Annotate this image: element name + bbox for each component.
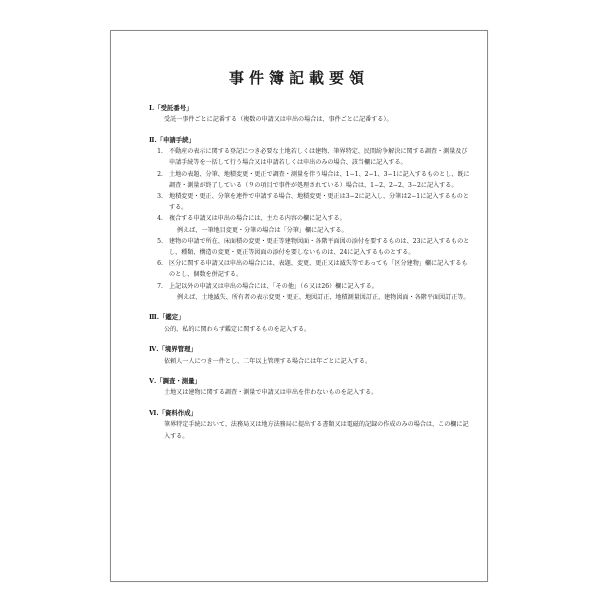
section-text: 筆界特定手続において、法務局又は地方法務局に提出する書類又は電磁的記録の作成のみの場合は、この欄に記入する。 <box>164 421 469 440</box>
list-item <box>149 169 471 191</box>
item-number: 4. <box>157 215 163 223</box>
list-item <box>149 146 471 168</box>
section-heading: Ⅳ.「境界管理」 <box>149 345 197 354</box>
list-item <box>149 191 471 213</box>
item-note: 例えば、一筆地目変更・分筆の場合は「分筆」欄に記入する。 <box>177 226 348 234</box>
item-number: 3. <box>157 192 163 200</box>
list-item <box>149 258 471 280</box>
item-text: 土地の表題、分筆、地積変更・更正で調査・測量を伴う場合は、1−1、2−1、3−1に記入するものとし、既に調査・測量が終了している（９の項目で事件が処理されている）場合は、1−2、2−2、3−2に記入する。 <box>169 170 470 189</box>
item-number: 1. <box>157 148 163 156</box>
item-number: 6. <box>157 260 163 268</box>
item-text: 地積変更・更正、分筆を連件で申請する場合、地積変更・更正は3−2に記入し、分筆は2−1に記入するものとする。 <box>169 192 469 212</box>
section-shinsei-tetsuzuki <box>149 135 471 303</box>
section-kyokai-kanri <box>149 344 471 366</box>
list-item <box>149 213 471 224</box>
section-heading: Ⅲ.「鑑定」 <box>149 313 185 322</box>
section-juta-bango <box>149 103 471 125</box>
section-heading: Ⅴ.「調査・測量」 <box>149 377 201 386</box>
item-text: 区分に関する申請又は申出の場合には、表題、変更、更正又は滅失等であっても「区分建物」欄に記入するものとし、個数を併記する。 <box>169 260 468 279</box>
item-text: 不動産の表示に関する登記につき必要な土地若しくは建物、筆界特定、民間紛争解決に関する調査・測量及び申請手続等を一括して行う場合又は申請若しくは申出のみの場合、該当欄に記入する。 <box>169 148 468 167</box>
item-text: 複合する申請又は申出の場合には、主たる内容の欄に記入する。 <box>169 215 346 223</box>
section-shiryo-sakusei <box>149 408 471 442</box>
document-page <box>110 30 488 582</box>
document-title: 事件簿記載要領 <box>228 69 369 87</box>
list-item <box>149 236 471 258</box>
section-kantei <box>149 312 471 334</box>
section-text: 土地又は建物に関する調査・測量で申請又は申出を伴わないものを記入する。 <box>164 389 378 397</box>
section-text: 受託一事件ごとに記番する（複数の申請又は申出の場合は、事件ごとに記番する）。 <box>164 116 393 124</box>
item-number: 5. <box>157 237 163 245</box>
section-heading: Ⅱ.「申請手続」 <box>149 135 195 144</box>
section-heading: Ⅰ.「受託番号」 <box>149 104 193 112</box>
item-note: 例えば、土地滅失、所有者の表示変更・更正、地図訂正、地積測量図訂正、建物図面・各階平面図訂正等。 <box>177 293 470 301</box>
list-item <box>149 281 471 292</box>
section-chosa-sokuryo <box>149 376 471 398</box>
item-number: 2. <box>157 170 163 178</box>
item-text: 上記以外の申請又は申出の場合には、「その他」（６又は26）欄に記入する。 <box>169 282 378 290</box>
document-body <box>149 103 471 451</box>
item-number: 7. <box>157 282 163 290</box>
item-text: 建物の申請で所在、床面積の変更・更正等建物図面・各階平面図の添付を要するものは、23に記入するものとし、種類、構造の変更・更正等図面の添付を要しないものは、24に記入するものとする。 <box>169 237 470 256</box>
section-text: 依頼人一人につき一件とし、二年以上管理する場合には年ごとに記入する。 <box>164 357 372 365</box>
section-text: 公的、私的に関わらず鑑定に関するものを記入する。 <box>164 325 311 333</box>
section-heading: Ⅵ.「資料作成」 <box>149 409 197 418</box>
